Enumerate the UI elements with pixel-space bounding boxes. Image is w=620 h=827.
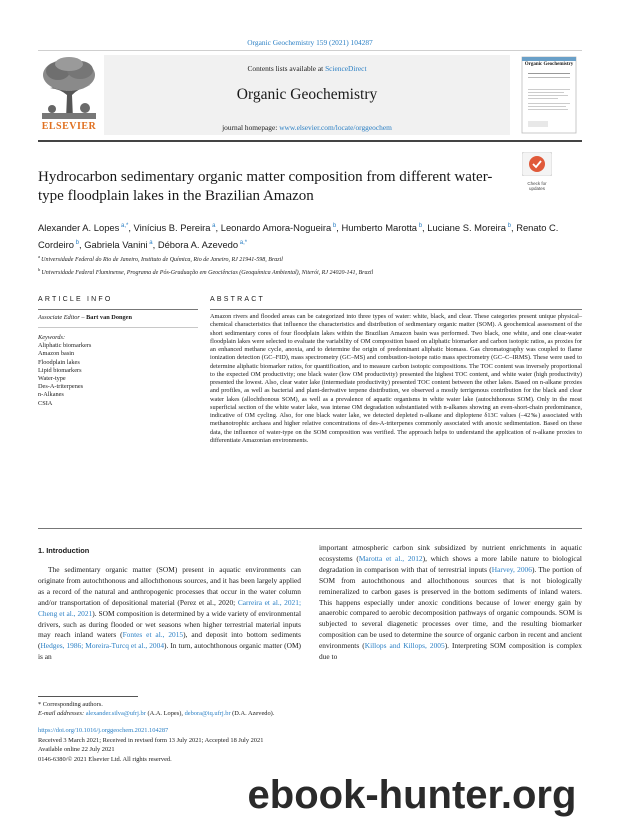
homepage-line — [104, 123, 510, 132]
affiliation-item — [38, 265, 578, 278]
body-text: ). SOM composition is determined by a wide variety of environmental drivers, such as during flooded or wet seasons when higher terrestrial material inputs may reach inland waters ( — [38, 608, 302, 640]
publication-details — [38, 726, 582, 764]
associate-editor-label: Associate Editor — [38, 314, 80, 321]
author-name: Leonardo Amora-Nogueira — [220, 222, 332, 234]
contents-line — [104, 64, 510, 73]
body-text: ). The portion of SOM from autochthonous and allochthonous sources that is not biologically remineralized to carbon gases is preserved in the bottom sediments of inland waters. This happens especially under anoxic conditions because of lower energy gain by anaerobic compared to aerobic decomposition pathways of organic compounds. SOM is subjected to several diagenetic processes over time, and the resulting biomarker composition can be used to determine the source of organic carbon in recent and ancient environments ( — [319, 564, 583, 651]
footnotes — [38, 700, 582, 718]
author-affiliation-marker[interactable]: a — [210, 223, 216, 229]
affiliation-marker: b — [38, 267, 42, 272]
keyword-item: Water-type — [38, 375, 66, 383]
keyword-item: Lipid biomarkers — [38, 366, 82, 374]
email-link-azevedo[interactable]: debora@iq.ufrj.br — [184, 710, 231, 717]
affiliation-item — [38, 252, 578, 265]
email-line — [38, 709, 582, 718]
body-text: ). In turn, autochthonous organic matter (OM) is an — [38, 641, 301, 662]
body-text: ), and deposit into bottom sediments ( — [38, 630, 301, 651]
cover-title: Organic Geochemistry — [524, 62, 574, 67]
affiliation-marker: a — [38, 254, 42, 259]
author-affiliation-marker[interactable]: b — [417, 223, 423, 229]
keywords-block — [38, 334, 203, 408]
sciencedirect-link[interactable]: ScienceDirect — [325, 64, 367, 73]
header-divider — [38, 50, 582, 51]
intro-right-column — [319, 543, 582, 663]
citation-link[interactable]: Carreira et al., 2021; Cheng et al., 2021 — [38, 597, 302, 618]
citation-link[interactable]: Harvey, 2006 — [491, 564, 532, 574]
body-text: important atmospheric carbon sink subsidized by nutrient enrichments in aquatic ecosystems ( — [319, 543, 582, 563]
header-bottom-rule — [38, 140, 582, 142]
doi-link[interactable]: https://doi.org/10.1016/j.orggeochem.2021.104287 — [38, 727, 169, 734]
body-text: The sedimentary organic matter (SOM) present in aquatic environments can originate from autochthonous and allochthonous sources, and it has been largely applied as a record of the natural and anthropogenic processes that occur in the water column and/or transportation of depositional material (Perez et al., 2020; — [38, 565, 301, 607]
author-name: Alexander A. Lopes — [38, 222, 120, 234]
email-owner-azevedo: (D.A. Azevedo). — [230, 710, 275, 717]
check-for-updates-icon — [522, 152, 552, 176]
article-title: Hydrocarbon sedimentary organic matter composition from different water-type floodplain lakes in the Brazilian Amazon — [38, 169, 493, 204]
keyword-item: n-Alkanes — [38, 391, 64, 399]
elsevier-wordmark: ELSEVIER — [41, 121, 97, 132]
keyword-item: Floodplain lakes — [38, 358, 80, 366]
abstract-text: Amazon rivers and flooded areas can be categorized into three types of water: white, black, and clear. These categories present unique physical–chemical characteristics that influence the characteristics and distribution of sedimentary organic matter (SOM). A geochemical assessment of the short sedimentary cores of four floodplain lakes within the Brazilian Amazon basin was performed. Two black, one white, and one clear-water floodplain lakes were selected to evaluate the variability of OM composition based on aliphatic biomarker and carbon isotopic ratios, as proxies for an enhanced methane cycle, anoxia, and to determine the origin of predominant aliphatic biomass. Gas chromatography was coupled to flame ionization detection (GC–FID), mass spectrometry (GC–MS) and combustion-isotope ratio mass spectrometry (GC–C–IRMS). These were used to determine aliphatic biomarker ratios, for quantification, and to measure carbon isotopic compositions. The TOC content was inversely proportional to the expected OM productivity; one black water (low OM productivity) presented the highest TOC content, and white water (high productivity) presented the lowest. Also, clear water lake (intermediate productivity) presented TOC content between the other lakes. Based on n-alkane proxies and profiles, as well as bacterial and plant-derivative terpene distribution, we observed a mostly terrigenous contribution for the black and clear water lakes (allochthonous SOM), as well as a prevalence of aquatic organisms in white water lake (autochthonous SOM). Only in the most superficial section of the white water lake, was intense OM degradation substantiated with n-alkanes showing an even-short-chain predominance, indicative of OM cycling. Also, for one black water lake, we detected depleted n-alkane and diploptene δ13C values (–42‰) associated with methanotrophic archaea and higher relative concentrations of des-A-triterpenes commonly associated with anoxic sedimentation. Based on these data, the influence of water-type on the SOM composition was verified. The approach helps to understand the application of n-alkane proxies to differentiate Amazonian environments. — [210, 313, 582, 444]
author-name: Luciane S. Moreira — [427, 222, 506, 234]
associate-editor-name: Bart van Dongen — [86, 314, 132, 321]
article-info-inner-rule — [38, 327, 198, 328]
check-for-updates-badge[interactable] — [522, 152, 552, 191]
article-info-label: ARTICLE INFO — [38, 296, 113, 303]
journal-reference[interactable]: Organic Geochemistry 159 (2021) 104287 — [247, 38, 373, 47]
watermark-text: ebook-hunter.org — [247, 773, 577, 817]
author-name: Renato C. Cordeiro — [38, 222, 559, 250]
available-online: Available online 22 July 2021 — [38, 746, 115, 754]
email-owner-lopes: (A.A. Lopes), — [145, 710, 185, 717]
body-text: ). Interpreting SOM composition is complex due to — [319, 641, 583, 662]
associate-editor — [38, 314, 203, 321]
citation-link[interactable]: Hedges, 1986; Moreira-Turcq et al., 2004 — [40, 641, 165, 651]
author-name: Vinícius B. Pereira — [133, 222, 211, 234]
email-label: E-mail addresses: — [38, 710, 86, 717]
received-dates: Received 3 March 2021; Received in revised form 13 July 2021; Accepted 18 July 2021 — [38, 736, 264, 744]
affiliation-list — [38, 252, 578, 278]
author-name: Débora A. Azevedo — [157, 238, 239, 250]
author-affiliation-marker[interactable]: a,* — [238, 239, 248, 246]
article-info-rule — [38, 309, 198, 310]
author-list: Alexander A. Lopes $^{a,*}$, Vinícius B. Pereira $^a$, Leonardo Amora-Nogueira $^b$, Humberto Marotta $^b$, Luciane S. Moreira $^b$, Renato C. Cordeiro $^b$, Gabriela Vanini $^a$, Débora A. Azevedo $^{a,*}$ — [38, 222, 559, 250]
author-affiliation-marker[interactable]: a,* — [119, 223, 129, 229]
homepage-prefix: journal homepage: — [222, 123, 280, 132]
journal-title: Organic Geochemistry — [236, 86, 378, 103]
citation-link[interactable]: Marotta et al., 2012 — [358, 553, 423, 563]
affiliation-text: Universidade Federal Fluminense, Programa de Pós-Graduação em Geociências (Geoquímica Ambiental), Niterói, RJ 24020-141, Brazil — [41, 270, 374, 276]
keyword-item: Des-A-triterpenes — [38, 383, 84, 391]
affiliation-text: Universidade Federal do Rio de Janeiro, Instituto de Química, Rio de Janeiro, RJ 21941-598, Brazil — [41, 257, 283, 263]
author-name: Humberto Marotta — [341, 222, 418, 234]
footnote-rule — [38, 696, 138, 697]
body-text: ), which shows a more labile nature to biological degradation in comparison with that of terrestrial inputs ( — [319, 553, 582, 574]
keyword-item: CSIA — [38, 399, 53, 407]
abstract-rule — [210, 309, 582, 310]
intro-left-column — [38, 565, 301, 663]
copyright-line: 0146-6380/© 2021 Elsevier Ltd. All rights reserved. — [38, 755, 172, 763]
citation-link[interactable]: Killops and Killops, 2005 — [364, 641, 445, 651]
introduction-heading: 1. Introduction — [38, 546, 90, 555]
author-name: Gabriela Vanini — [84, 238, 148, 250]
journal-cover-thumbnail — [516, 55, 582, 135]
contents-prefix: Contents lists available at — [247, 64, 326, 73]
keyword-item: Amazon basin — [38, 350, 75, 358]
author-affiliation-marker[interactable]: b — [73, 239, 79, 246]
author-affiliation-marker[interactable]: b — [505, 223, 511, 229]
abstract-label: ABSTRACT — [210, 296, 265, 303]
email-link-lopes[interactable]: alexander.silva@ufrj.br — [85, 710, 146, 717]
badge-label: Check for updates — [527, 181, 547, 191]
author-affiliation-marker[interactable]: b — [331, 223, 337, 229]
associate-editor-sep: – — [79, 314, 87, 321]
citation-link[interactable]: Fontes et al., 2015 — [122, 630, 184, 640]
author-affiliation-marker[interactable]: a — [147, 239, 153, 246]
keywords-label: Keywords: — [38, 334, 66, 341]
corresponding-authors-note: * Corresponding authors. — [38, 701, 103, 708]
keyword-item: Aliphatic biomarkers — [38, 342, 92, 350]
abstract-bottom-rule — [38, 528, 582, 529]
homepage-link[interactable]: www.elsevier.com/locate/orggeochem — [279, 123, 392, 132]
